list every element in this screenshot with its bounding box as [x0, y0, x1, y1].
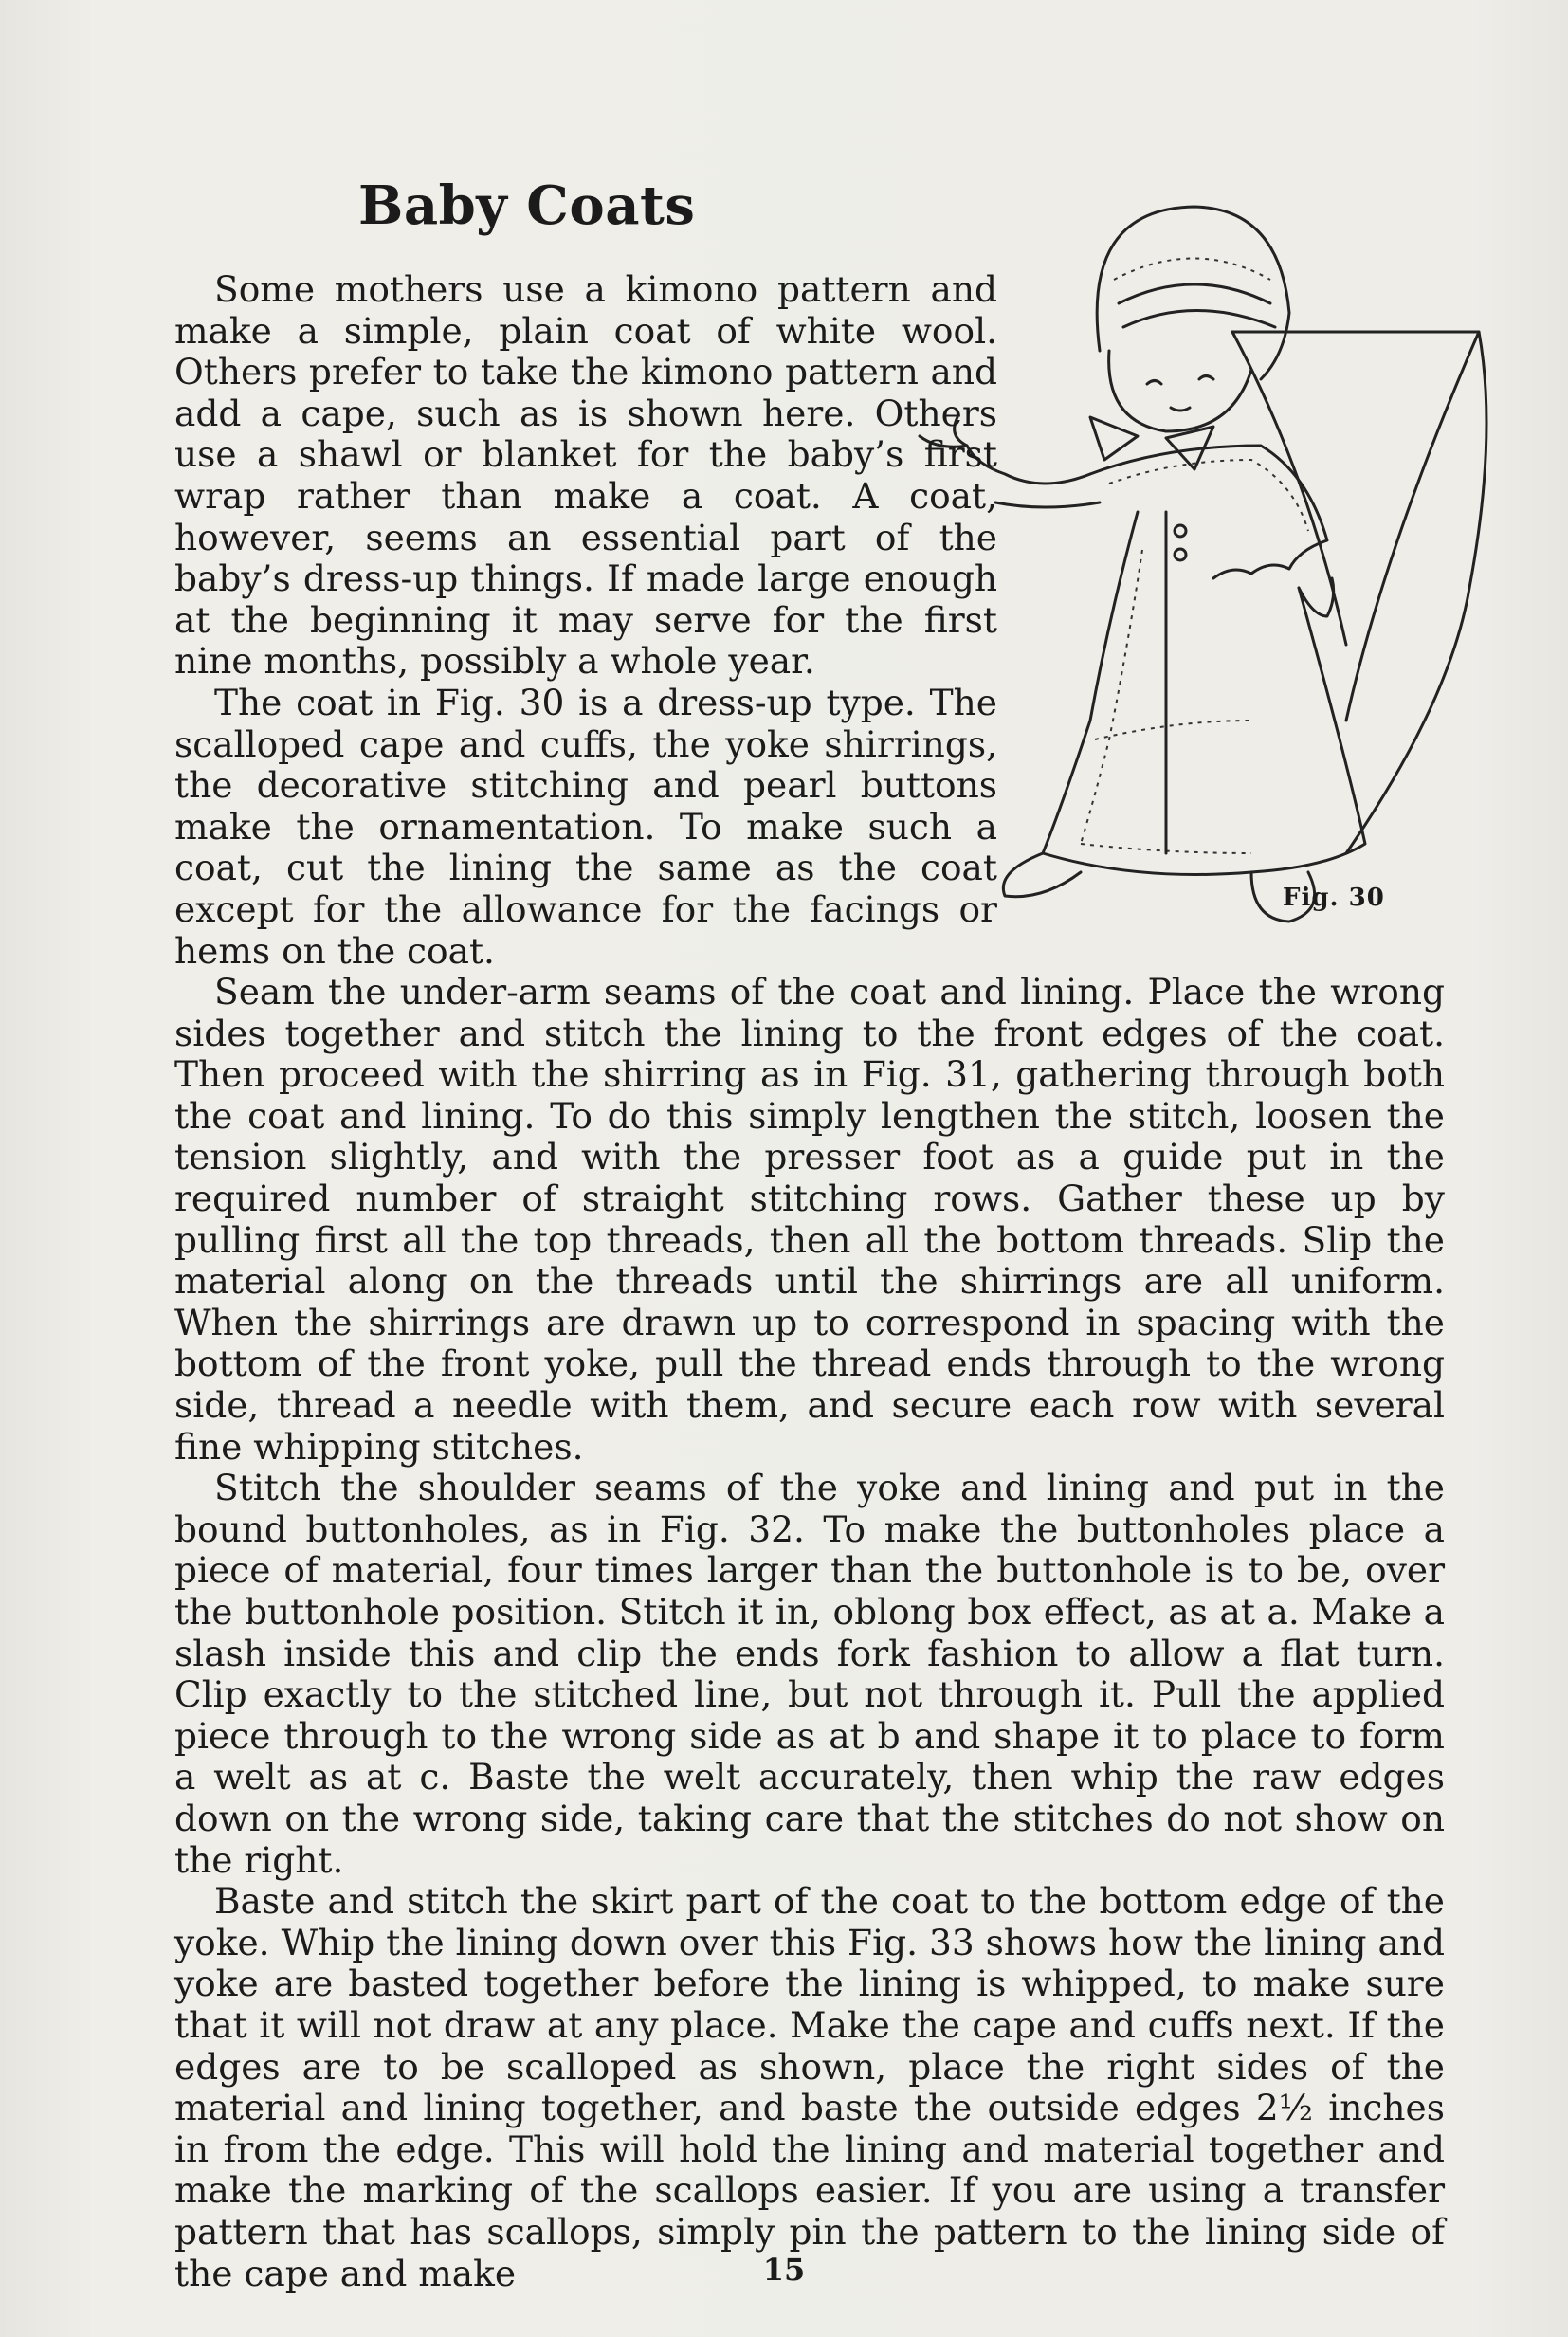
paragraph-2: The coat in Fig. 30 is a dress-up type. The scalloped cape and cuffs, the yoke shirrings, the decorative stitching and pearl buttons make the ornamentation. To make such a coat, cut the lining the same as the coat except for the allowance for the facings or hems on the coat.: [174, 681, 997, 972]
figure-caption: Fig. 30: [1283, 884, 1385, 912]
figure-float-spacer: [997, 269, 1445, 952]
paragraph-4: Stitch the shoulder seams of the yoke and lining and put in the bound buttonholes, as in Fig. 32. To make the buttonholes place a piece of material, four times larger than the buttonhole is to be, over the buttonhole position. Stitch it in, oblong box effect, as at a. Make a slash inside this and clip the ends fork fashion to allow a flat turn. Clip exactly to the stitched line, but not through it. Pull the applied piece through to the wrong side as at b and shape it to place to form a welt as at c. Baste the welt accurately, then whip the raw edges down on the wrong side, taking care that the stitches do not show on the right.: [174, 1467, 1445, 1881]
article-body: [174, 269, 1445, 2294]
paragraph-5: Baste and stitch the skirt part of the coat to the bottom edge of the yoke. Whip the lining down over this Fig. 33 shows how the lining and yoke are basted together before the lining is whipped, to make sure that it will not draw at any place. Make the cape and cuffs next. If the edges are to be scalloped as shown, place the right sides of the material and lining together, and baste the outside edges 2½ inches in from the edge. This will hold the lining and material together and make the marking of the scallops easier. If you are using a transfer pattern that has scallops, simply pin the pattern to the lining side of the cape and make: [174, 1880, 1445, 2294]
paragraph-1: Some mothers use a kimono pattern and make a simple, plain coat of white wool. Others prefer to take the kimono pattern and add a cape, such as is shown here. Others use a shawl or blanket for the baby’s first wrap rather than make a coat. A coat, however, seems an essential part of the baby’s dress-up things. If made large enough at the beginning it may serve for the first nine months, possibly a whole year.: [174, 268, 997, 683]
paragraph-3: Seam the under-arm seams of the coat and lining. Place the wrong sides together and stitch the lining to the front edges of the coat. Then proceed with the shirring as in Fig. 31, gathering through both the coat and lining. To do this simply lengthen the stitch, loosen the tension slightly, and with the presser foot as a guide put in the required number of straight stitching rows. Gather these up by pulling first all the top threads, then all the bottom threads. Slip the material along on the threads until the shirrings are all uniform. When the shirrings are drawn up to correspond in spacing with the bottom of the front yoke, pull the thread ends through to the wrong side, thread a needle with them, and secure each row with several fine whipping stitches.: [174, 971, 1445, 1468]
page-number: 15: [762, 2252, 806, 2288]
page-title: Baby Coats: [358, 174, 696, 237]
